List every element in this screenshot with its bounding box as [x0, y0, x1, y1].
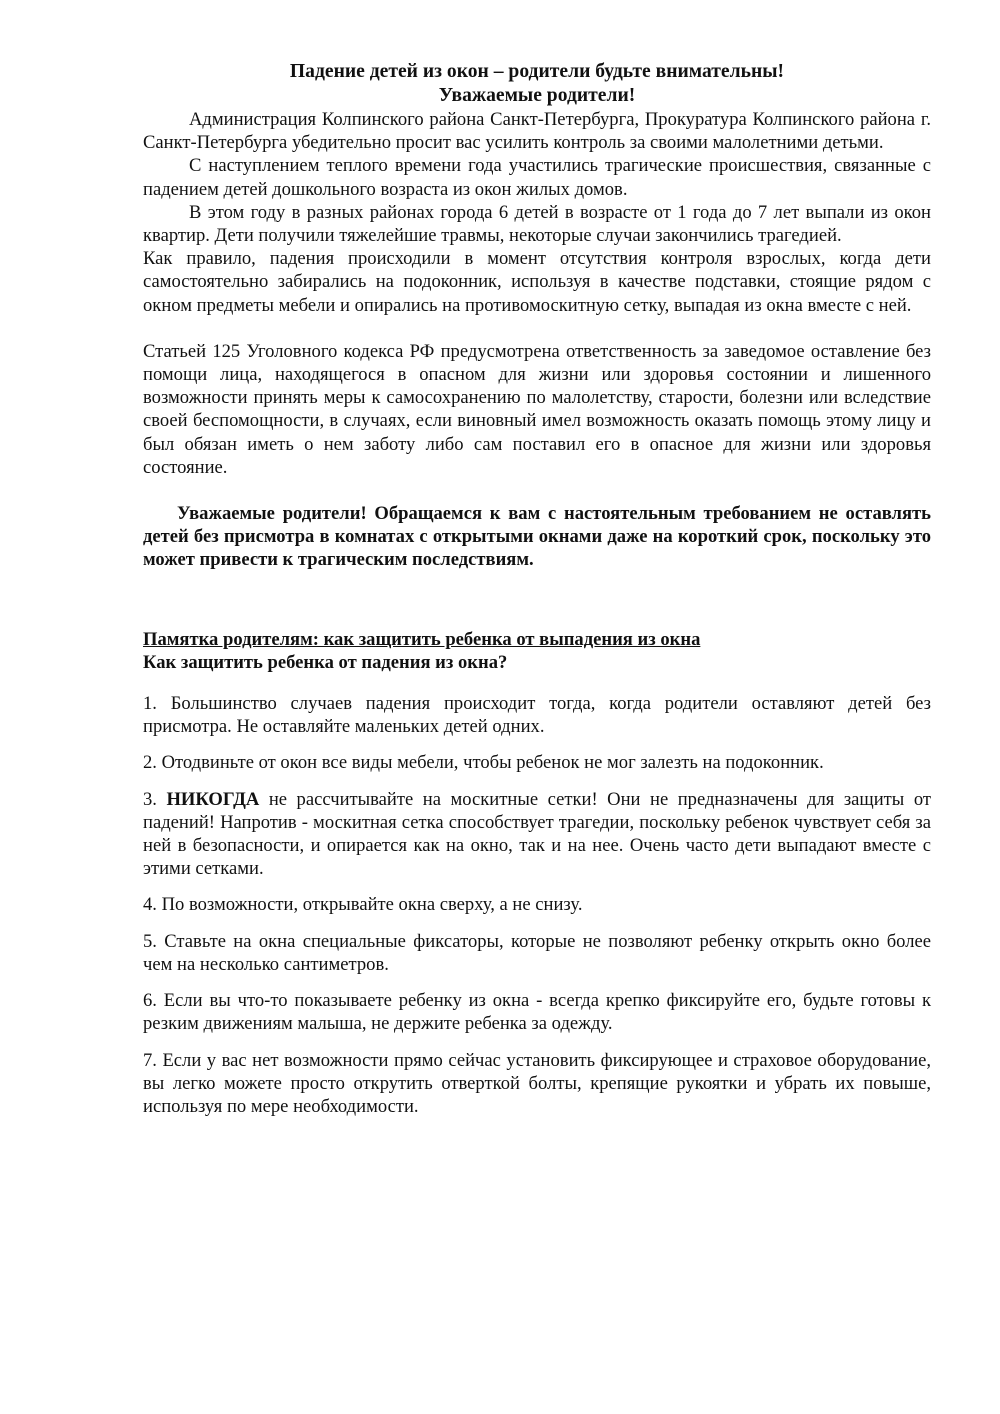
intro-paragraph-3: В этом году в разных районах города 6 детей в возрасте от 1 года до 7 лет выпали из окон квартир. Дети получили тяжелейшие травмы, некоторые случаи закончились трагедией. — [143, 201, 931, 247]
document-title: Падение детей из окон – родители будьте внимательны! — [289, 61, 785, 82]
document-salutation: Уважаемые родители! — [438, 85, 636, 106]
memo-heading: Памятка родителям: как защитить ребенка от выпадения из окна — [143, 628, 701, 650]
memo-item-3 — [143, 788, 931, 881]
memo-item-3-number: 3. — [143, 788, 167, 810]
memo-item-7: 7. Если у вас нет возможности прямо сейчас установить фиксирующее и страховое оборудование, вы легко можете просто открутить отверткой болты, крепящие рукоятки и убрать их повыше, используя по мере необходимости. — [143, 1049, 931, 1117]
memo-item-5: 5. Ставьте на окна специальные фиксаторы, которые не позволяют ребенку открыть окно более чем на несколько сантиметров. — [143, 930, 931, 975]
intro-paragraph-1: Администрация Колпинского района Санкт-Петербурга, Прокуратура Колпинского района г. Санкт-Петербурга убедительно просит вас усилить контроль за своими малолетними детьми. — [143, 109, 931, 154]
law-paragraph: Статьей 125 Уголовного кодекса РФ предусмотрена ответственность за заведомое оставление без помощи лица, находящегося в опасном для жизни или здоровья состоянии и лишенного возможности принять меры к самосохранению по малолетству, старости, болезни или вследствие своей беспомощности, в случаях, если виновный имел возможность оказать помощь этому лицу и был обязан иметь о нем заботу либо сам поставил его в опасное для жизни или здоровья состояние. — [143, 340, 931, 478]
memo-item-3-text: не рассчитывайте на москитные сетки! Они не предназначены для защиты от падений! Напротив - москитная сетка способствует трагедии, поскольку ребенок чувствует себя за ней в безопасности, и опирается как на окно, так и на нее. Очень часто дети выпадают вместе с этими сетками. — [143, 788, 931, 880]
intro-paragraph-4: Как правило, падения происходили в момент отсутствия контроля взрослых, когда дети самостоятельно забирались на подоконник, используя в качестве подставки, стоящие рядом с окном предметы мебели и опирались на противомоскитную сетку, выпадая из окна вместе с ней. — [143, 248, 931, 316]
memo-item-3-keyword: НИКОГДА — [166, 788, 260, 810]
memo-item-1: 1. Большинство случаев падения происходит тогда, когда родители оставляют детей без присмотра. Не оставляйте маленьких детей одних. — [143, 693, 931, 738]
intro-paragraph-2: С наступлением теплого времени года участились трагические происшествия, связанные с падением детей дошкольного возраста из окон жилых домов. — [143, 155, 931, 200]
appeal-paragraph: Уважаемые родители! Обращаемся к вам с настоятельным требованием не оставлять детей без присмотра в комнатах с открытыми окнами даже на короткий срок, поскольку это может привести к трагическим последствиям. — [143, 503, 931, 571]
memo-item-4: 4. По возможности, открывайте окна сверху, а не снизу. — [143, 894, 583, 916]
memo-item-6: 6. Если вы что-то показываете ребенку из окна - всегда крепко фиксируйте его, будьте готовы к резким движениям малыша, не держите ребенка за одежду. — [143, 990, 931, 1035]
document-page — [143, 60, 931, 1118]
memo-subheading: Как защитить ребенка от падения из окна? — [143, 651, 508, 673]
memo-item-2: 2. Отодвиньте от окон все виды мебели, чтобы ребенок не мог залезть на подоконник. — [143, 752, 824, 774]
